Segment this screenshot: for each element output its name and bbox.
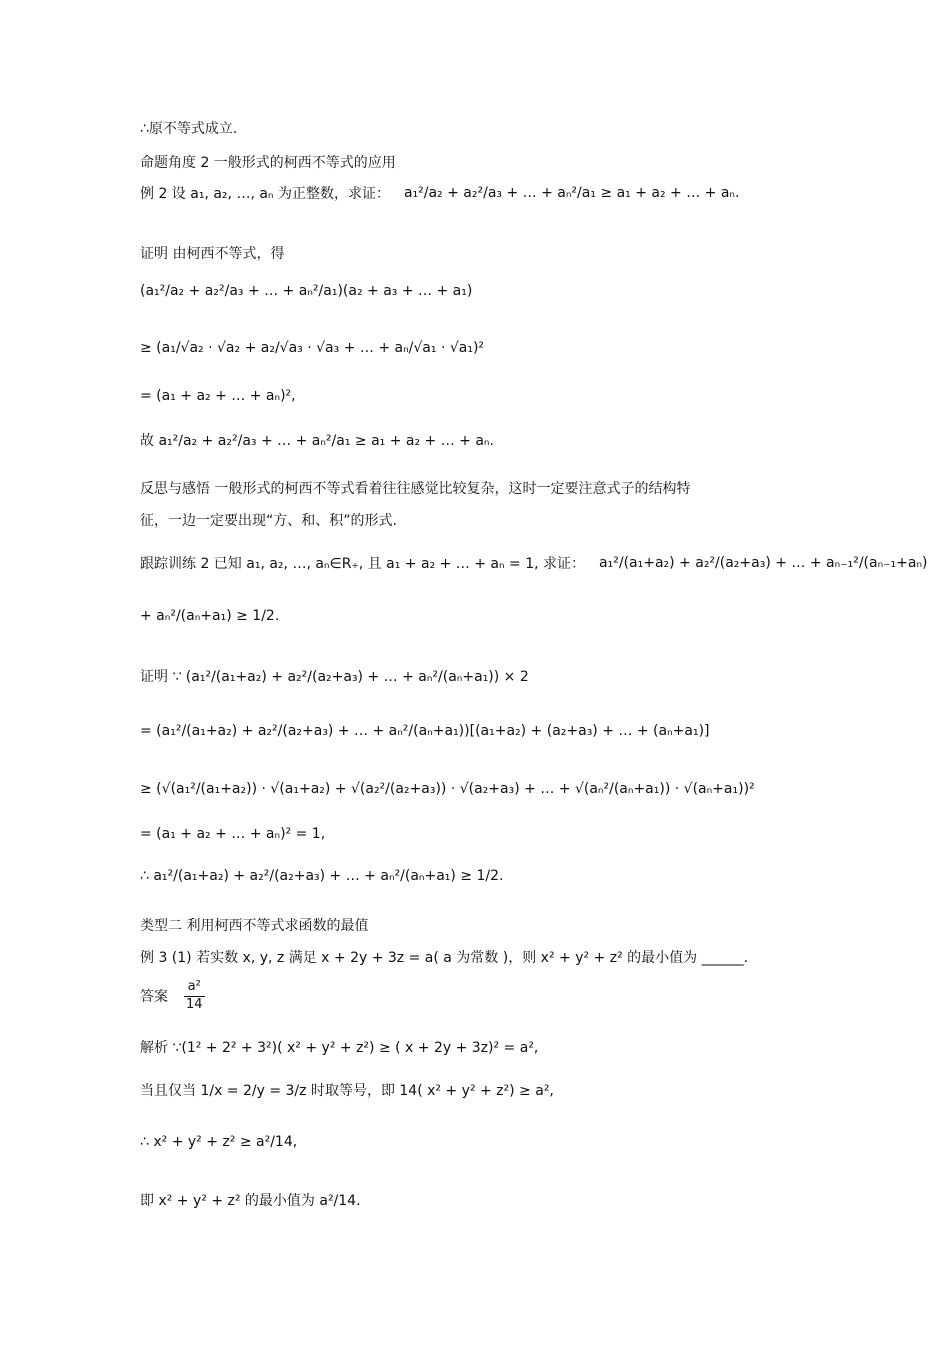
text: 即 x² + y² + z² 的最小值为 a²/14.: [140, 1193, 361, 1209]
proof-line-3: [140, 781, 755, 797]
example-2-statement: [140, 183, 739, 203]
math-line-2: [140, 340, 484, 356]
numerator: a²: [187, 979, 201, 994]
math-line-3: [140, 388, 296, 404]
math: = (a₁ + a₂ + … + aₙ)²,: [140, 388, 296, 404]
text: 跟踪训练 2 已知 a₁, a₂, …, aₙ∈R₊, 且 a₁ + a₂ + … + aₙ = 1, 求证：: [140, 556, 586, 572]
answer-fraction: [184, 980, 205, 1013]
analysis-line-2: [140, 1080, 554, 1100]
math: = (a₁ + a₂ + … + aₙ)² = 1,: [140, 826, 326, 842]
analysis-line-4: [140, 1190, 361, 1210]
proof-start: [140, 243, 284, 263]
answer-line: [140, 980, 207, 1013]
reflection-line-1: [140, 478, 690, 498]
section-heading: [140, 152, 396, 172]
text: 命题角度 2 一般形式的柯西不等式的应用: [140, 155, 396, 171]
text: ∴原不等式成立.: [140, 121, 238, 137]
text: 解析 ∵(1² + 2² + 3²)( x² + y² + z²) ≥ ( x + 2y + 3z)² = a²,: [140, 1040, 539, 1056]
math: a₁²/a₂ + a₂²/a₃ + … + aₙ²/a₁ ≥ a₁ + a₂ + … + aₙ.: [403, 185, 740, 201]
math-line-1: [140, 283, 472, 299]
practice-2-statement: [140, 553, 928, 573]
example-3-statement: [140, 947, 748, 967]
analysis-line-3: [140, 1134, 297, 1150]
math: ∴ a₁²/(a₁+a₂) + a₂²/(a₂+a₃) + … + aₙ²/(aₙ+a₁) ≥ 1/2.: [140, 868, 504, 884]
denominator: 14: [186, 996, 203, 1012]
math: ∴ x² + y² + z² ≥ a²/14,: [140, 1134, 298, 1150]
conclusion-line: [140, 118, 237, 138]
math: + aₙ²/(aₙ+a₁) ≥ 1/2.: [140, 608, 280, 624]
text: 证明 由柯西不等式，得: [140, 246, 285, 262]
text: 类型二 利用柯西不等式求函数的最值: [140, 918, 369, 934]
proof-line-5: [140, 868, 503, 884]
text: 征，一边一定要出现“方、和、积”的形式.: [140, 513, 397, 529]
reflection-line-2: [140, 510, 397, 530]
math: ≥ (a₁/√a₂ · √a₂ + a₂/√a₃ · √a₃ + … + aₙ/√a₁ · √a₁)²: [140, 340, 485, 356]
text: 例 3 (1) 若实数 x, y, z 满足 x + 2y + 3z = a( a 为常数 )，则 x² + y² + z² 的最小值为 ______.: [140, 950, 749, 966]
practice-2-continued: [140, 608, 279, 624]
math-line-4: [140, 430, 494, 450]
proof-line-1: [140, 666, 529, 686]
analysis-line-1: [140, 1037, 538, 1057]
proof-line-2: [140, 723, 710, 739]
text: 当且仅当 1/x = 2/y = 3/z 时取等号，即 14( x² + y² + z²) ≥ a²,: [140, 1083, 554, 1099]
math: = (a₁²/(a₁+a₂) + a₂²/(a₂+a₃) + … + aₙ²/(aₙ+a₁))[(a₁+a₂) + (a₂+a₃) + … + (aₙ+a₁)]: [140, 723, 710, 739]
math: ≥ (√(a₁²/(a₁+a₂)) · √(a₁+a₂) + √(a₂²/(a₂+a₃)) · √(a₂+a₃) + … + √(aₙ²/(aₙ+a₁)) · √(aₙ+a₁))²: [140, 781, 755, 797]
proof-line-4: [140, 826, 325, 842]
math: a₁²/(a₁+a₂) + a₂²/(a₂+a₃) + … + aₙ₋₁²/(aₙ₋₁+aₙ): [599, 555, 928, 571]
math: (a₁²/a₂ + a₂²/a₃ + … + aₙ²/a₁)(a₂ + a₃ + … + a₁): [140, 283, 473, 299]
math: 故 a₁²/a₂ + a₂²/a₃ + … + aₙ²/a₁ ≥ a₁ + a₂ + … + aₙ.: [140, 433, 494, 449]
text: 例 2 设 a₁, a₂, …, aₙ 为正整数，求证：: [140, 186, 390, 202]
math: 证明 ∵ (a₁²/(a₁+a₂) + a₂²/(a₂+a₃) + … + aₙ²/(aₙ+a₁)) × 2: [140, 669, 529, 685]
text: 反思与感悟 一般形式的柯西不等式看着往往感觉比较复杂，这时一定要注意式子的结构特: [140, 481, 691, 497]
type-2-heading: [140, 915, 368, 935]
answer-label: 答案: [140, 989, 168, 1006]
